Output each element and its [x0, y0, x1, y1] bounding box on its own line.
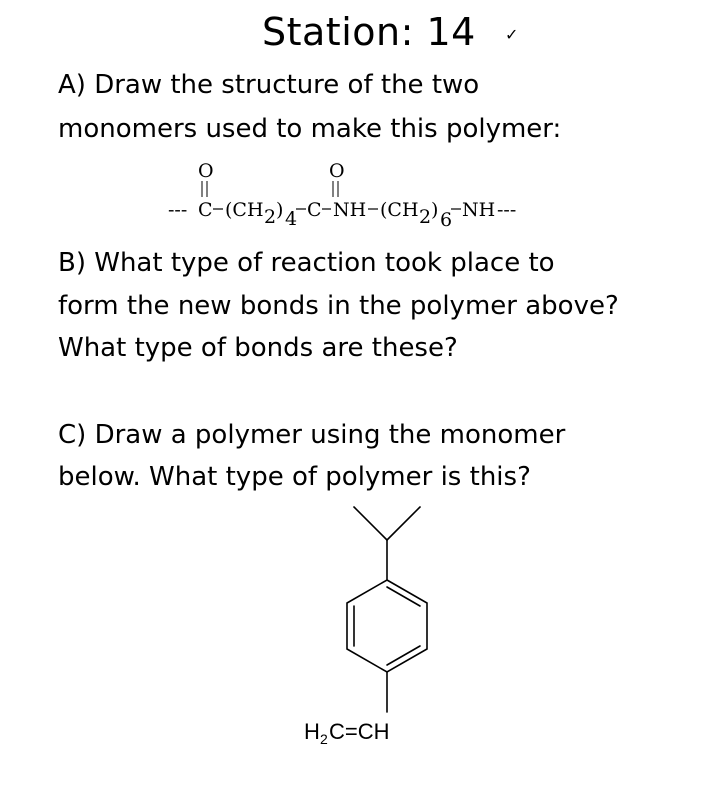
polymer-formula: [168, 160, 516, 231]
question-a-line-2: monomers used to make this polymer:: [58, 114, 562, 144]
formula-end-bond: ---: [497, 199, 517, 221]
subscript-2-second: 2: [419, 206, 432, 228]
count-4: 4: [285, 208, 298, 230]
close-paren-1: ): [276, 199, 284, 221]
nh-group-2: NH: [462, 199, 496, 221]
vinyl-h: H: [304, 719, 320, 744]
check-mark-icon: ✓: [505, 25, 519, 44]
vinyl-c-double-ch: C=CH: [329, 719, 390, 744]
benzene-ring: [347, 580, 427, 672]
question-b-line-2: form the new bonds in the polymer above?: [58, 290, 619, 321]
question-c-line-2: below. What type of polymer is this?: [58, 462, 531, 492]
vinyl-subscript: 2: [320, 731, 328, 747]
nh-group-1: NH: [333, 199, 367, 221]
question-a-line-1: A) Draw the structure of the two: [58, 70, 480, 100]
question-b-line-1: B) What type of reaction took place to: [58, 248, 555, 278]
ch2-group-1: (CH: [225, 199, 264, 221]
close-paren-2: ): [431, 199, 439, 221]
formula-start-bond: ---: [168, 199, 188, 221]
carbonyl-oxygen-2: O: [329, 160, 345, 182]
question-b-line-3: What type of bonds are these?: [58, 333, 458, 363]
ch2-group-2: (CH: [380, 199, 419, 221]
vinyl-label: [304, 719, 390, 747]
question-b: [58, 242, 708, 370]
question-c-line-1: C) Draw a polymer using the monomer: [58, 420, 566, 450]
carbonyl-carbon-1: C: [198, 199, 213, 221]
count-6: 6: [440, 209, 453, 231]
carbonyl-carbon-2: C: [307, 199, 322, 221]
subscript-2-first: 2: [264, 206, 277, 228]
monomer-structure: [347, 507, 427, 712]
station-title: Station: 14: [262, 10, 476, 54]
question-c: [58, 414, 708, 498]
isopropyl-left-branch: [354, 507, 387, 540]
carbonyl-oxygen-1: O: [198, 160, 214, 182]
isopropyl-right-branch: [387, 507, 420, 540]
